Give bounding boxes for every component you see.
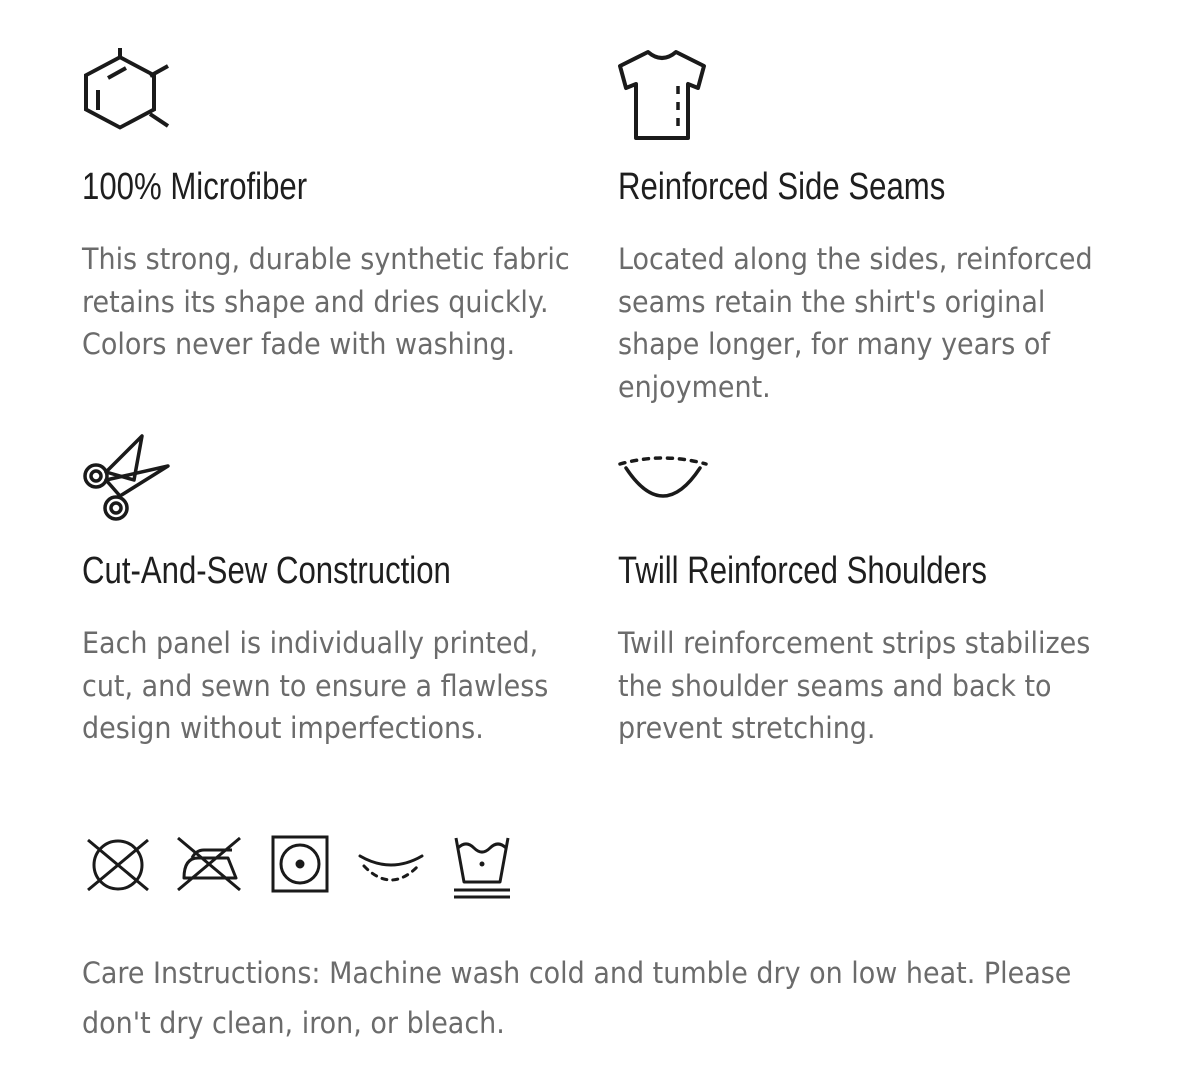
molecule-icon [82,48,172,138]
feature-description: This strong, durable synthetic fabric retains its shape and dries quickly. Colors never fade with washing. [82,242,570,361]
no-iron-icon [174,834,246,897]
no-dry-clean-icon [82,836,154,899]
scissors-icon [82,432,174,524]
feature-description: Located along the sides, reinforced seams retain the shirt's original shape longer, for many years of enjoyment. [618,242,1093,404]
collar-seam-icon [618,454,708,504]
feature-title: Cut-And-Sew Construction [82,550,451,592]
feature-title: Twill Reinforced Shoulders [618,550,987,592]
feature-title: 100% Microfiber [82,166,308,208]
feature-title: Reinforced Side Seams [618,166,946,208]
care-instructions: Care Instructions: Machine wash cold and tumble dry on low heat. Please don't dry clean, iron, or bleach. [82,956,1072,1040]
tumble-dry-low-icon [270,834,330,899]
tshirt-seam-icon [618,48,710,142]
feature-description: Twill reinforcement strips stabilizes the shoulder seams and back to prevent stretching. [618,626,1091,745]
feature-description: Each panel is individually printed, cut, and sewn to ensure a flawless design without imperfections. [82,626,549,745]
collar-seam-icon [354,844,428,893]
machine-wash-cold-icon [452,830,512,905]
